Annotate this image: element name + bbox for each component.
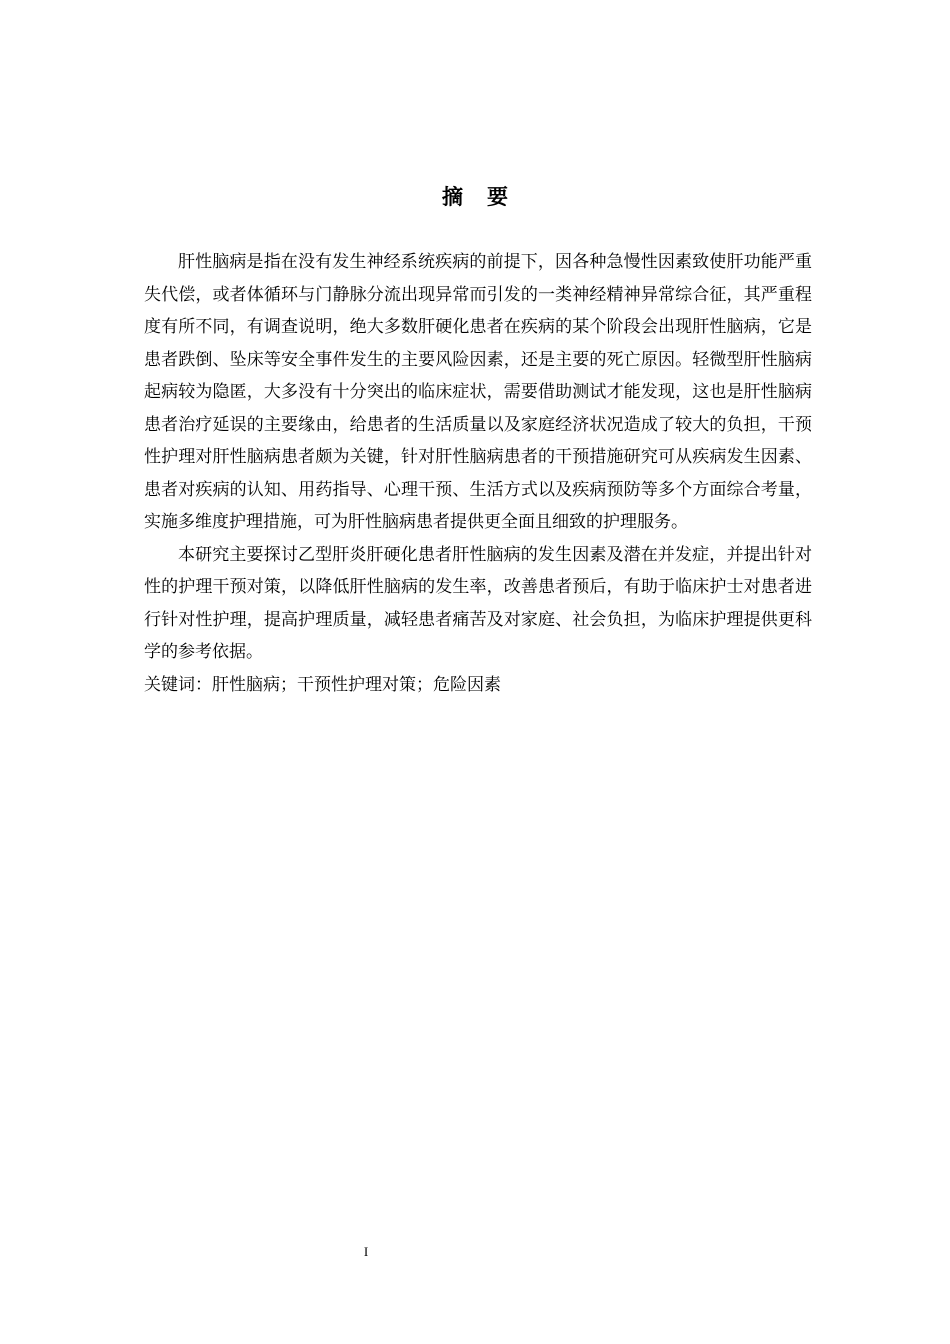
title-char-2: 要 <box>487 185 508 209</box>
keywords-label: 关键词： <box>144 674 212 695</box>
title-char-1: 摘 <box>442 185 463 209</box>
page-number: I <box>363 1244 369 1259</box>
abstract-body <box>144 246 812 701</box>
keywords-value: 肝性脑病；干预性护理对策；危险因素 <box>212 674 501 695</box>
abstract-paragraph-2: 本研究主要探讨乙型肝炎肝硬化患者肝性脑病的发生因素及潜在并发症，并提出针对性的护理干预对策，以降低肝性脑病的发生率，改善患者预后，有助于临床护士对患者进行针对性护理，提高护理质量，减轻患者痛苦及对家庭、社会负担，为临床护理提供更科学的参考依据。 <box>144 544 812 662</box>
abstract-paragraph-1: 肝性脑病是指在没有发生神经系统疾病的前提下，因各种急慢性因素致使肝功能严重失代偿，或者体循环与门静脉分流出现异常而引发的一类神经精神异常综合征，其严重程度有所不同，有调查说明，绝大多数肝硬化患者在疾病的某个阶段会出现肝性脑病，它是患者跌倒、坠床等安全事件发生的主要风险因素，还是主要的死亡原因。轻微型肝性脑病起病较为隐匿，大多没有十分突出的临床症状，需要借助测试才能发现，这也是肝性脑病患者治疗延误的主要缘由，给患者的生活质量以及家庭经济状况造成了较大的负担，干预性护理对肝性脑病患者颇为关键，针对肝性脑病患者的干预措施研究可从疾病发生因素、患者对疾病的认知、用药指导、心理干预、生活方式以及疾病预防等多个方面综合考量，实施多维度护理措施，可为肝性脑病患者提供更全面且细致的护理服务。 <box>144 252 812 532</box>
keywords-line <box>144 669 812 702</box>
abstract-title <box>0 181 950 213</box>
